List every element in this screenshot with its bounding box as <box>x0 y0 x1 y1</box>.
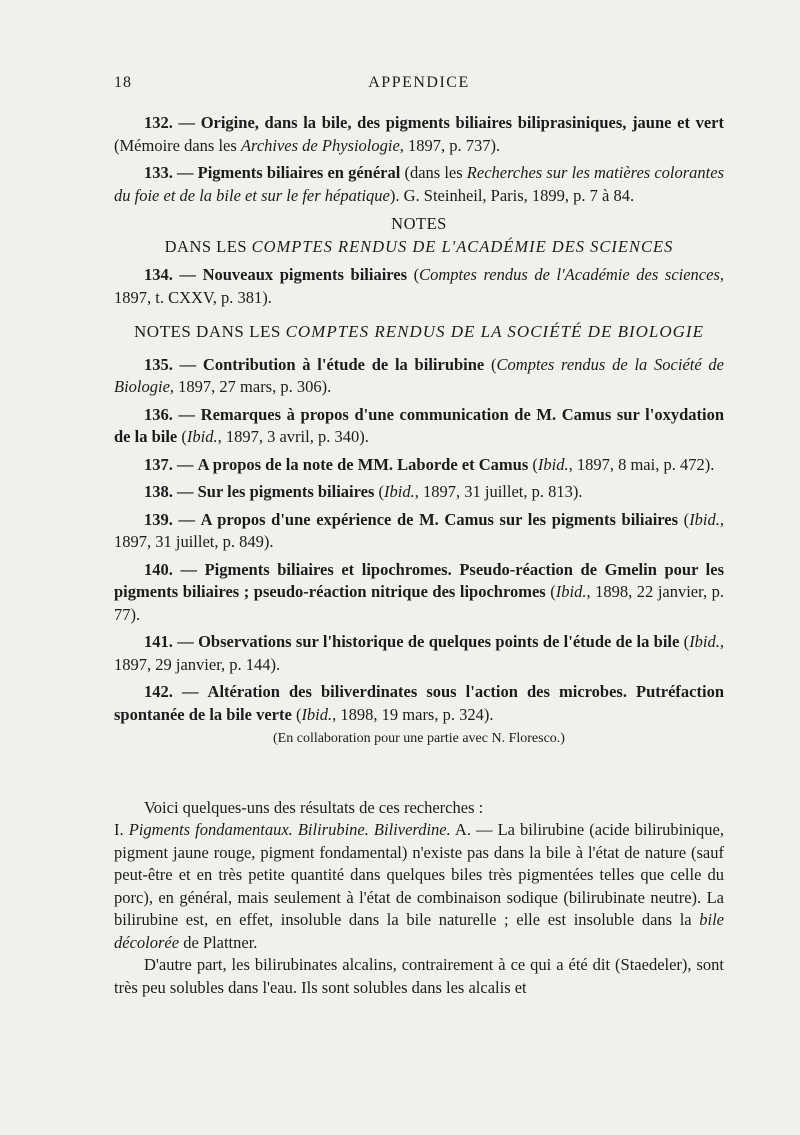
entry-number: 137. — <box>144 454 194 474</box>
entry-ref: ( <box>291 704 302 724</box>
heading-italic: COMPTES RENDUS DE L'ACADÉMIE DES SCIENCES <box>251 236 674 256</box>
para-text: A. — La bilirubine (acide bilirubinique, pigment jaune rouge, pigment fondamental) n'existe pas dans la bile à l'état de nature (sauf peut-être et en très petite quantité dans quelques biles très pigmentées telles que celle du porc), en général, mais seulement à l'état de combinaison sodique (bilirubinate neutre). La bilirubine est, en effet, insoluble dans la bile naturelle ; elle est insoluble dans la <box>114 820 724 929</box>
heading-prefix: DANS LES <box>164 236 252 256</box>
entry-title: Altération des biliverdinates sous l'action des microbes. Putréfaction spontanée de la bile verte <box>114 682 725 724</box>
entry-ref-end: , 1897, t. CXXV, p. 381). <box>114 265 724 307</box>
body-paragraph-2 <box>114 819 724 954</box>
entry-number: 141. — <box>144 632 194 651</box>
entry-title: Sur les pigments biliaires <box>197 482 375 501</box>
entry-number: 134. — <box>144 265 196 284</box>
spacer <box>114 751 724 797</box>
entry-ref: ( <box>528 454 538 474</box>
entry-ref-italic: Comptes rendus de la Société de Biologie <box>114 354 725 396</box>
entry-140 <box>114 559 724 627</box>
entry-title: Origine, dans la bile, des pigments biliaires biliprasiniques, jaune et vert <box>200 113 725 132</box>
entry-ref-italic: Ibid. <box>537 454 569 474</box>
section-heading-academie <box>114 213 724 258</box>
entry-number: 132. — <box>144 113 196 132</box>
body-paragraph-1: Voici quelques-uns des résultats de ces recherches : <box>144 797 484 817</box>
para-italic: Pigments fondamentaux. Bilirubine. Biliverdine. <box>128 820 451 839</box>
entry-title: Pigments biliaires en général <box>197 163 401 182</box>
entry-141 <box>114 631 724 676</box>
entry-ref-italic: Ibid. <box>689 509 720 529</box>
entry-ref: ( <box>678 509 690 529</box>
entry-ref: ( <box>374 482 385 501</box>
para-italic: bile décolorée <box>114 910 724 952</box>
running-title: APPENDICE <box>368 74 470 91</box>
entry-ref: ( <box>679 632 690 651</box>
entry-ref-end: , 1898, 19 mars, p. 324). <box>332 704 494 724</box>
entry-ref: (Mémoire dans les <box>114 135 241 155</box>
entry-ref-italic: Ibid. <box>301 704 333 724</box>
entry-ref: (dans les <box>400 163 467 182</box>
entry-number: 140. — <box>144 559 197 579</box>
entry-ref-end: , 1898, 22 janvier, p. 77). <box>114 582 724 624</box>
entry-title: Pigments biliaires et lipochromes. Pseudo-réaction de Gmelin pour les pigments biliaires ; pseudo-réaction nitrique des lipochromes <box>114 559 725 601</box>
entry-ref-end: , 1897, p. 737). <box>399 135 501 155</box>
para-lead: I. <box>114 820 129 839</box>
heading-italic: COMPTES RENDUS DE LA SOCIÉTÉ DE BIOLOGIE <box>285 322 704 341</box>
para-text-end: de Plattner. <box>179 932 258 952</box>
entry-134 <box>114 264 724 309</box>
entry-ref: ( <box>407 265 420 284</box>
entry-ref-end: , 1897, 29 janvier, p. 144). <box>114 632 725 674</box>
entry-ref-end: , 1897, 31 juillet, p. 849). <box>114 509 725 551</box>
entry-139 <box>114 509 724 554</box>
entry-135 <box>114 354 724 399</box>
entry-title: A propos de la note de MM. Laborde et Camus <box>197 454 529 474</box>
collaboration-note: (En collaboration pour une partie avec N. Floresco.) <box>273 731 565 746</box>
heading-line-1: NOTES <box>391 214 447 233</box>
entry-number: 135. — <box>144 354 197 374</box>
entry-133 <box>114 162 724 207</box>
page-number: 18 <box>114 74 132 91</box>
entry-number: 133. — <box>144 163 194 182</box>
entry-ref-end: , 1897, 27 mars, p. 306). <box>169 377 332 396</box>
entry-ref-italic: Ibid. <box>689 632 720 651</box>
page-header <box>114 74 724 98</box>
entry-number: 138. — <box>144 482 194 501</box>
entry-title: Observations sur l'historique de quelques points de l'étude de la bile <box>198 632 680 651</box>
heading-line-2 <box>114 236 724 259</box>
entry-ref: ( <box>545 582 556 601</box>
entry-142 <box>114 681 724 726</box>
entry-title: Remarques à propos d'une communication de M. Camus sur l'oxydation de la bile <box>114 404 724 446</box>
entry-ref-italic: Comptes rendus de l'Académie des sciences <box>419 265 720 284</box>
entry-title: A propos d'une expérience de M. Camus sur les pigments biliaires <box>200 509 679 529</box>
section-heading-biologie <box>114 321 724 344</box>
entry-ref-end: ). G. Steinheil, Paris, 1899, p. 7 à 84. <box>389 185 635 205</box>
body-paragraph-3: D'autre part, les bilirubinates alcalins, contrairement à ce qui a été dit (Staedeler), sont très peu solubles dans l'eau. Ils sont solubles dans les alcalis et <box>114 955 724 997</box>
entry-132 <box>114 112 724 157</box>
entry-138 <box>114 481 724 504</box>
entry-136 <box>114 404 724 449</box>
entry-title: Nouveaux pigments biliaires <box>202 265 408 284</box>
entry-ref-end: , 1897, 8 mai, p. 472). <box>568 454 715 474</box>
page-content <box>114 112 724 999</box>
entry-ref-end: , 1897, 31 juillet, p. 813). <box>414 482 583 501</box>
entry-ref: ( <box>177 427 187 446</box>
entry-ref-italic: Recherches sur les matières colorantes du foie et de la bile et sur le fer hépatique <box>114 163 725 205</box>
heading-prefix: NOTES DANS LES <box>134 322 286 341</box>
entry-ref-italic: Ibid. <box>186 427 218 446</box>
entry-number: 139. — <box>144 509 195 529</box>
entry-number: 142. — <box>144 682 199 701</box>
entry-ref: ( <box>484 354 497 374</box>
entry-ref-italic: Ibid. <box>555 582 587 601</box>
entry-ref-italic: Archives de Physiologie <box>240 135 400 155</box>
entry-ref-end: , 1897, 3 avril, p. 340). <box>217 427 369 446</box>
entry-ref-italic: Ibid. <box>384 482 415 501</box>
entry-137 <box>114 454 724 477</box>
entry-number: 136. — <box>144 404 196 424</box>
entry-title: Contribution à l'étude de la bilirubine <box>202 354 485 374</box>
